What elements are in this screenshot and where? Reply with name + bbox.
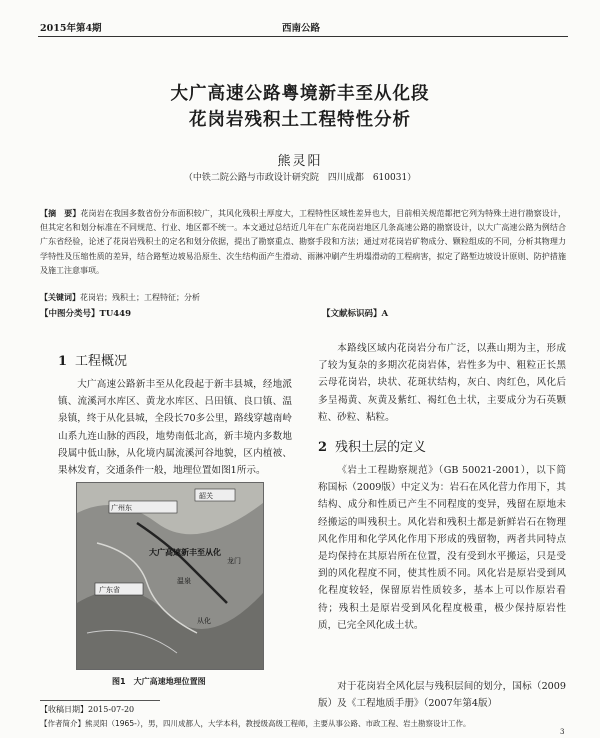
header-rule [38, 36, 568, 37]
map-label-5: 从化 [197, 617, 211, 625]
footnote-rule [40, 700, 160, 701]
abstract [40, 206, 566, 278]
map-label-6: 龙门 [227, 557, 241, 565]
page-number: 3 [560, 728, 565, 736]
keywords [40, 292, 566, 303]
author: 熊灵阳 [277, 154, 323, 169]
section-2-number: 2 [318, 440, 328, 455]
section-2-heading [318, 436, 426, 455]
classification-number: 【中图分类号】TU449 [40, 309, 131, 319]
abstract-label: 【摘 要】 [40, 208, 81, 218]
author-info: 【作者简介】熊灵阳（1965-），男，四川成都人，大学本科，教授级高级工程师，主要从事公路、市政工程、岩土勘察设计工作。 [40, 719, 471, 728]
section-1-number: 1 [58, 354, 68, 369]
received-date: 【收稿日期】2015-07-20 [40, 705, 135, 714]
right-paragraph-1: 本路线区域内花岗岩分布广泛，以燕山期为主，形成了较为复杂的多期次花岗岩体，岩性多为中、粗粒正长黑云母花岗岩，块状、花斑状结构，灰白、肉红色，风化后多呈褐黄、灰黄及紫红、褐红色土状，主要成分为石英颗粒、砂粒、粘粒。 [318, 343, 566, 423]
map-label-4: 广东省 [99, 586, 120, 594]
affiliation: （中铁二院公路与市政设计研究院 四川成都 610031） [183, 173, 417, 183]
map-label-0: 广州东 [111, 504, 132, 512]
keywords-label: 【关键词】 [40, 293, 80, 302]
section-1-paragraph: 大广高速公路新丰至从化段起于新丰县城，经地派镇、流溪河水库区、黄龙水库区、吕田镇、良口镇、温泉镇，终于从化县城，全段长70多公里，路线穿越南岭山系九连山脉的西段，地势南低北高，新丰境内多数地段属中低山脉，从化境内属流溪河谷地貌，区内植被、果林发育，交通条件一般，地理位置如图1所示。 [58, 379, 292, 477]
keywords-text: 花岗岩；残积土；工程特征；分析 [80, 293, 200, 302]
abstract-text: 花岗岩在我国多数省份分布面积较广，其风化残积土厚度大，工程特性区域性差异也大，目前相关规范都把它列为特殊土进行勘察设计，但其定名和划分标准在不同规范、行业、地区都不统一。本文通过总结近几年在广东花岗岩地区几条高速公路的勘察设计，以大广高速公路为例结合广东省经验，论述了花岗岩残积土的定名和划分依据，提出了勘察重点、勘察手段和方法；通过对花岗岩矿物成分、颗粒组成的不同，分析其物理力学特性及压缩性质的差异，结合路堑边坡易沿原生、次生结构面产生滑动、雨淋冲刷产生坍塌滑动的工程病害，拟定了路堑边坡设计原则、防护措施及施工注意事项。 [40, 209, 566, 275]
map-label-3: 温泉 [177, 577, 191, 585]
figure-1-map [76, 482, 264, 670]
figure-1-caption: 图1 大广高速地理位置图 [112, 677, 206, 686]
section-1-title: 工程概况 [75, 354, 128, 369]
map-label-2: 大广高速新丰至从化 [149, 548, 221, 557]
section-2-paragraph: 《岩土工程勘察规范》（GB 50021-2001），以下简称国标（2009版）中定义为：岩石在风化营力作用下，其结构、成分和性质已产生不同程度的变异，残留在原地未经搬运的叫残积土。风化岩和残积土都是新鲜岩石在物理风化作用和化学风化作用下形成的残留物，两者共同特点是均保持在其原岩所在位置，没有受到水平搬运，只是受到的风化程度不同，使其性质不同。风化岩是原岩受到风化程度较轻，保留原岩性质较多，基本上可以作原岩看待；残积土是原岩受到风化程度极重，极少保持原岩性质，已完全风化成土状。 [318, 465, 566, 631]
document-code: 【文献标识码】A [322, 309, 389, 319]
title-line-2: 花岗岩残积土工程特性分析 [189, 110, 411, 130]
map-label-1: 韶关 [199, 492, 213, 500]
section-1-heading [58, 350, 127, 369]
title-line-1: 大广高速公路粤境新丰至从化段 [170, 84, 430, 104]
section-2-paragraph-2: 对于花岗岩全风化层与残积层间的划分，国标（2009版）及《工程地质手册》（2007年第4版） [318, 681, 566, 710]
journal-issue: 2015年第4期 [40, 23, 102, 34]
journal-name: 西南公路 [282, 23, 321, 34]
section-2-title: 残积土层的定义 [335, 440, 427, 455]
